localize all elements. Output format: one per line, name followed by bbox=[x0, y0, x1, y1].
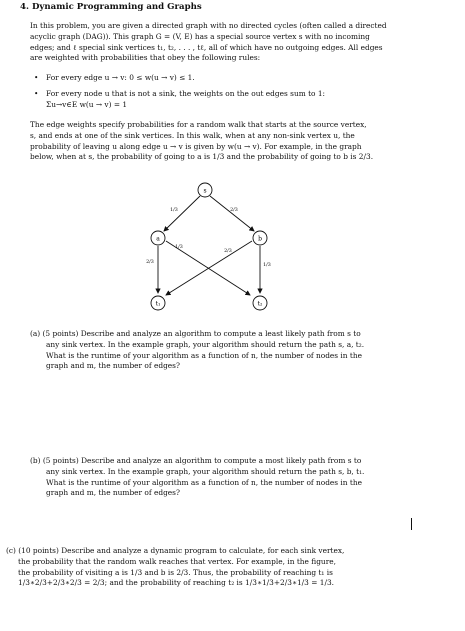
walk-line: below, when at s, the probability of going to a is 1/3 and the probability of going to b is 2/3. bbox=[30, 152, 374, 162]
part-c-line: 1/3∗2/3+2/3∗2/3 = 2/3; and the probability of reaching t₂ is 1/3∗1/3+2/3∗1/3 = 1/3. bbox=[18, 578, 334, 588]
question-part-b bbox=[30, 456, 435, 499]
section-title: 4. Dynamic Programming and Graphs bbox=[20, 2, 202, 12]
intro-line: edges; and ℓ special sink vertices t₁, t₂, . . . , tℓ, all of which have no outgoing edges. All edges bbox=[30, 42, 383, 52]
edge-s-a bbox=[164, 196, 200, 231]
edge-label-s-a: 1/3 bbox=[170, 208, 178, 213]
part-c-line: the probability of visiting a is 1/3 and b is 2/3. Thus, the probability of reaching t₁ is bbox=[18, 567, 333, 577]
dag-figure bbox=[130, 175, 280, 315]
rule-item bbox=[34, 73, 432, 84]
intro-line: In this problem, you are given a directed graph with no directed cycles (often called a directed bbox=[30, 21, 387, 30]
part-b-line: What is the runtime of your algorithm as a function of n, the number of nodes in the bbox=[46, 477, 363, 487]
rule-text: For every node u that is not a sink, the weights on the out edges sum to 1: bbox=[46, 89, 326, 98]
part-a-line: any sink vertex. In the example graph, your algorithm should return the path s, a, t₂. bbox=[46, 339, 365, 349]
intro-line: acyclic graph (DAG)). This graph G = (V, E) has a special source vertex s with no incoming bbox=[30, 31, 370, 41]
edge-label-b-t1: 2/3 bbox=[224, 249, 232, 254]
edge-label-a-t2: 1/3 bbox=[175, 245, 183, 250]
node-label-t1: t₁ bbox=[155, 300, 161, 308]
part-a-line: (a) (5 points) Describe and analyze an algorithm to compute a least likely path from s to bbox=[30, 329, 361, 338]
bullet-icon: • bbox=[34, 89, 39, 98]
part-b-line: (b) (5 points) Describe and analyze an algorithm to compute a most likely path from s to bbox=[30, 456, 362, 465]
rule-formula: Σu→v∈E w(u → v) = 1 bbox=[46, 99, 128, 109]
edge-label-a-t1: 2/3 bbox=[146, 260, 154, 265]
part-b-line: any sink vertex. In the example graph, your algorithm should return the path s, b, t₁. bbox=[46, 466, 365, 476]
part-c-line: (c) (10 points) Describe and analyze a dynamic program to calculate, for each sink vertex, bbox=[6, 546, 345, 555]
part-c-line: the probability that the random walk reaches that vertex. For example, in the figure, bbox=[18, 556, 336, 566]
part-a-line: graph and m, the number of edges? bbox=[46, 361, 180, 371]
edge-label-b-t2: 1/3 bbox=[263, 263, 271, 268]
walk-line: The edge weights specify probabilities for a random walk that starts at the source vertex, bbox=[30, 120, 367, 129]
text-cursor bbox=[411, 518, 412, 530]
part-b-line: graph and m, the number of edges? bbox=[46, 488, 180, 498]
intro-paragraph bbox=[30, 21, 435, 64]
bullet-icon: • bbox=[34, 73, 39, 82]
edge-label-s-b: 2/3 bbox=[230, 208, 238, 213]
rule-text: For every edge u → v: 0 ≤ w(u → v) ≤ 1. bbox=[46, 73, 195, 82]
edge-s-b bbox=[210, 196, 254, 231]
question-part-c bbox=[6, 546, 446, 589]
node-label-t2: t₂ bbox=[257, 300, 263, 308]
walk-line: s, and ends at one of the sink vertices. In this walk, when at any non-sink vertex u, the bbox=[30, 130, 355, 140]
node-label-a: a bbox=[156, 235, 160, 243]
intro-line: are weighted with probabilities that obey the following rules: bbox=[30, 53, 261, 63]
question-part-a bbox=[30, 329, 435, 372]
walk-line: probability of leaving u along edge u → v is given by w(u → v). For example, in the graph bbox=[30, 141, 362, 151]
node-label-s: s bbox=[203, 187, 207, 195]
part-a-line: What is the runtime of your algorithm as a function of n, the number of nodes in the bbox=[46, 350, 363, 360]
rule-item bbox=[34, 89, 432, 111]
node-label-b: b bbox=[258, 235, 262, 243]
walk-paragraph bbox=[30, 120, 435, 163]
